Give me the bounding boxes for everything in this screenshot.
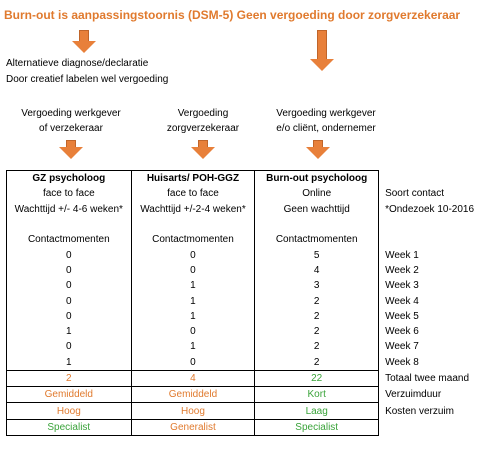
- table-cell: 1: [131, 278, 255, 293]
- table-row: [7, 309, 488, 324]
- funding-label-3: Vergoeding werkgever e/o cliënt, ondernemer: [276, 108, 376, 134]
- table-cell: 1: [7, 355, 132, 371]
- column-header: Burn-out psycholoog: [255, 171, 379, 187]
- table-cell: 3: [255, 278, 379, 293]
- row-label: Week 5: [385, 310, 419, 322]
- table-cell: Contactmomenten: [7, 232, 132, 247]
- table-row: [7, 403, 488, 419]
- row-label: Week 3: [385, 280, 419, 292]
- table-row: [7, 339, 488, 354]
- table-cell: Wachttijd +/- 4-6 weken*: [7, 202, 132, 217]
- table-cell: 2: [255, 309, 379, 324]
- row-label: Week 8: [385, 356, 419, 368]
- row-label: Kosten verzuim: [385, 405, 454, 417]
- table-row: [7, 217, 488, 232]
- page-title: Burn-out is aanpassingstoornis (DSM-5) Geen vergoeding door zorgverzekeraar: [4, 8, 461, 22]
- table-row: [7, 186, 488, 201]
- row-label: Week 2: [385, 264, 419, 276]
- table-cell: face to face: [131, 186, 255, 201]
- table-row: [7, 419, 488, 435]
- total-cell: 22: [255, 370, 379, 386]
- table-cell: 0: [7, 339, 132, 354]
- table-cell: 0: [7, 293, 132, 308]
- intro-line-2: Door creatief labelen wel vergoeding: [6, 74, 169, 85]
- row-label: Week 7: [385, 341, 419, 353]
- table-cell: 1: [131, 309, 255, 324]
- table-row: [7, 263, 488, 278]
- column-header: Huisarts/ POH-GGZ: [131, 171, 255, 187]
- table-row: [7, 247, 488, 262]
- table-row: [7, 355, 488, 371]
- row-label: Soort contact: [385, 188, 444, 200]
- comparison-table: [6, 170, 488, 436]
- table-cell: Kort: [255, 387, 379, 403]
- table-row: [7, 324, 488, 339]
- table-cell: 0: [131, 355, 255, 371]
- total-cell: 2: [7, 370, 132, 386]
- table-cell: Contactmomenten: [255, 232, 379, 247]
- table-row: [7, 232, 488, 247]
- table-cell: 1: [131, 293, 255, 308]
- row-label: Week 4: [385, 295, 419, 307]
- table-cell: Online: [255, 186, 379, 201]
- total-cell: 4: [131, 370, 255, 386]
- table-row: [7, 202, 488, 217]
- table-row: [7, 370, 488, 386]
- funding-label-1: Vergoeding werkgever of verzekeraar: [21, 108, 121, 134]
- table-cell: 2: [255, 355, 379, 371]
- table-cell: 0: [131, 263, 255, 278]
- table-cell: 0: [7, 247, 132, 262]
- table-cell: 0: [7, 278, 132, 293]
- row-label: Week 6: [385, 326, 419, 338]
- table-cell: Hoog: [131, 403, 255, 419]
- table-cell: 0: [7, 263, 132, 278]
- row-label: Verzuimduur: [385, 389, 442, 401]
- table-cell: Specialist: [7, 419, 132, 435]
- table-cell: 1: [131, 339, 255, 354]
- table-row: [7, 278, 488, 293]
- row-label: *Ondezoek 10-2016: [385, 203, 475, 215]
- column-header: GZ psycholoog: [7, 171, 132, 187]
- funding-label-2: Vergoeding zorgverzekeraar: [166, 108, 240, 134]
- table-cell: Hoog: [7, 403, 132, 419]
- table-cell: 1: [7, 324, 132, 339]
- table-cell: face to face: [7, 186, 132, 201]
- table-cell: 4: [255, 263, 379, 278]
- table-cell: Generalist: [131, 419, 255, 435]
- table-row: [7, 171, 488, 187]
- table-cell: Wachttijd +/-2-4 weken*: [131, 202, 255, 217]
- table-cell: 2: [255, 324, 379, 339]
- row-label: Week 1: [385, 249, 419, 261]
- table-cell: Gemiddeld: [131, 387, 255, 403]
- table-cell: 5: [255, 247, 379, 262]
- table-cell: 0: [131, 247, 255, 262]
- table-cell: 0: [131, 324, 255, 339]
- table-cell: Contactmomenten: [131, 232, 255, 247]
- table-cell: Gemiddeld: [7, 387, 132, 403]
- table-cell: Specialist: [255, 419, 379, 435]
- table-row: [7, 387, 488, 403]
- row-label: Totaal twee maand: [385, 373, 470, 384]
- table-cell: 2: [255, 339, 379, 354]
- table-row: [7, 293, 488, 308]
- intro-line-1: Alternatieve diagnose/declaratie: [6, 58, 149, 69]
- table-cell: 2: [255, 293, 379, 308]
- table-cell: 0: [7, 309, 132, 324]
- table-cell: Geen wachttijd: [255, 202, 379, 217]
- table-cell: Laag: [255, 403, 379, 419]
